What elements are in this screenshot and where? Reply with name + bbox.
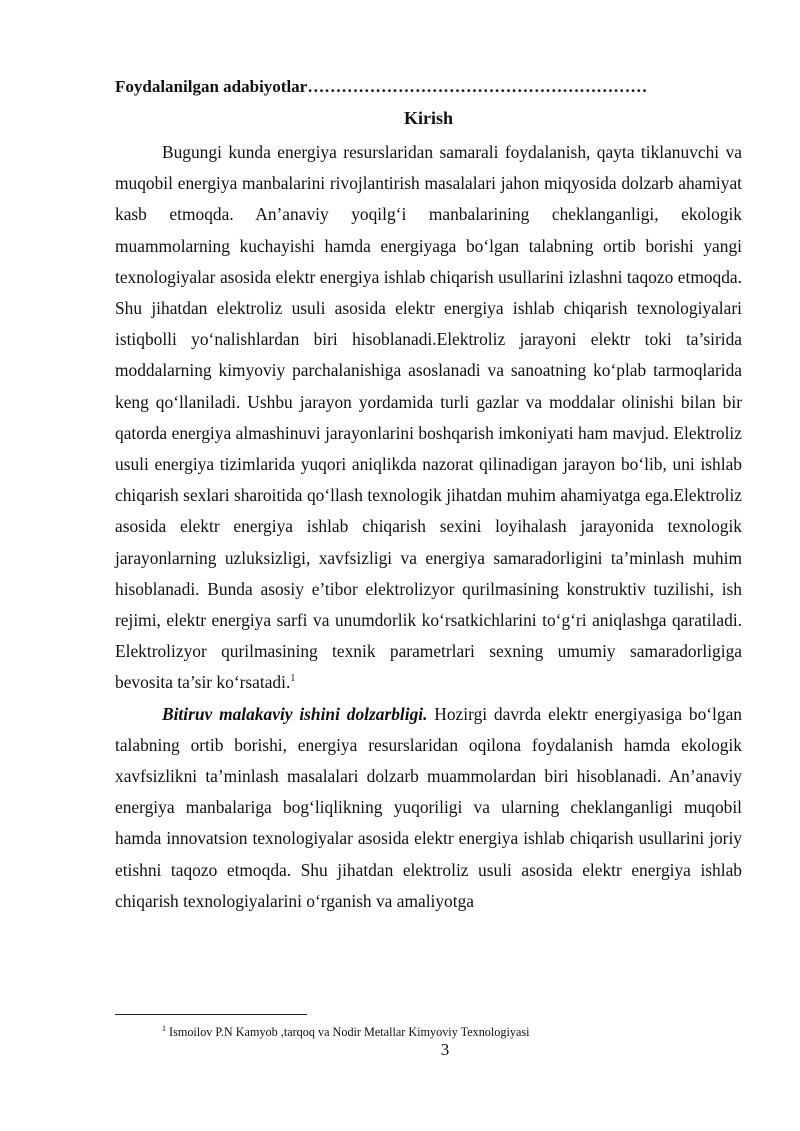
footnote-marker: 1 bbox=[162, 1024, 166, 1033]
toc-dot-leader: …………………………………………………… bbox=[307, 77, 648, 96]
footnote-reference: 1 bbox=[290, 673, 296, 685]
introduction-paragraph-text: Bugungi kunda energiya resurslaridan samarali foydalanish, qayta tiklanuvchi va muqobil energiya manbalarini rivojlantirish masalalari jahon miqyosida dolzarb ahamiyat kasb etmoqda. An’anaviy yoqilg‘i manbalarining cheklanganligi, ekologik muammolarning kuchayishi hamda energiyaga bo‘lgan talabning ortib borishi yangi texnologiyalar asosida elektr energiya ishlab chiqarish usullarini izlashni taqozo etmoqda. Shu jihatdan elektroliz usuli asosida elektr energiya ishlab chiqarish texnologiyalari istiqbolli yo‘nalishlardan biri hisoblanadi.Elektroliz jarayoni elektr toki ta’sirida moddalarning kimyoviy parchalanishiga asoslanadi va sanoatning ko‘plab tarmoqlarida keng qo‘llaniladi. Ushbu jarayon yordamida turli gazlar va moddalar olinishi bilan bir qatorda energiya almashinuvi jarayonlarini boshqarish imkoniyati ham mavjud. Elektroliz usuli energiya tizimlarida yuqori aniqlikda nazorat qilinadigan jarayon bo‘lib, uni ishlab chiqarish sexlari sharoitida qo‘llash texnologik jihatdan muhim ahamiyatga ega.Elektroliz asosida elektr energiya ishlab chiqarish sexini loyihalash jarayonida texnologik jarayonlarning uzluksizligi, xavfsizligi va energiya samaradorligini ta’minlash muhim hisoblanadi. Bunda asosiy e’tibor elektrolizyor qurilmasining konstruktiv tuzilishi, ish rejimi, elektr energiya sarfi va unumdorlik ko‘rsatkichlarini to‘g‘ri aniqlashga qaratiladi. Elektrolizyor qurilmasining texnik parametrlari sexning umumiy samaradorligiga bevosita ta’sir ko‘rsatadi. bbox=[115, 142, 742, 693]
footnote bbox=[162, 1024, 722, 1040]
footnote-text: Ismoilov P.N Kamyob ,tarqoq va Nodir Metallar Kimyoviy Texnologiyasi bbox=[166, 1025, 530, 1040]
body-text bbox=[115, 137, 742, 917]
introduction-paragraph bbox=[115, 137, 742, 699]
toc-entry bbox=[115, 77, 715, 97]
relevance-paragraph-lead: Bitiruv malakaviy ishini dolzarbligi. bbox=[162, 703, 428, 724]
page-number: 3 bbox=[440, 1040, 450, 1059]
toc-entry-title: Foydalanilgan adabiyotlar bbox=[115, 77, 308, 96]
section-heading: Kirish bbox=[403, 108, 453, 128]
relevance-paragraph-text: Hozirgi davrda elektr energiyasiga bo‘lgan talabning ortib borishi, energiya resurslaridan oqilona foydalanish hamda ekologik xavfsizlikni ta’minlash masalalari dolzarb muammolardan biri hisoblanadi. An’anaviy energiya manbalariga bog‘liqlikning yuqoriligi va ularning cheklanganligi muqobil hamda innovatsion texnologiyalar asosida elektr energiya ishlab chiqarish usullarini joriy etishni taqozo etmoqda. Shu jihatdan elektroliz usuli asosida elektr energiya ishlab chiqarish texnologiyalarini o‘rganish va amaliyotga bbox=[115, 703, 743, 911]
relevance-paragraph bbox=[115, 699, 742, 917]
footnote-separator bbox=[115, 1014, 307, 1015]
